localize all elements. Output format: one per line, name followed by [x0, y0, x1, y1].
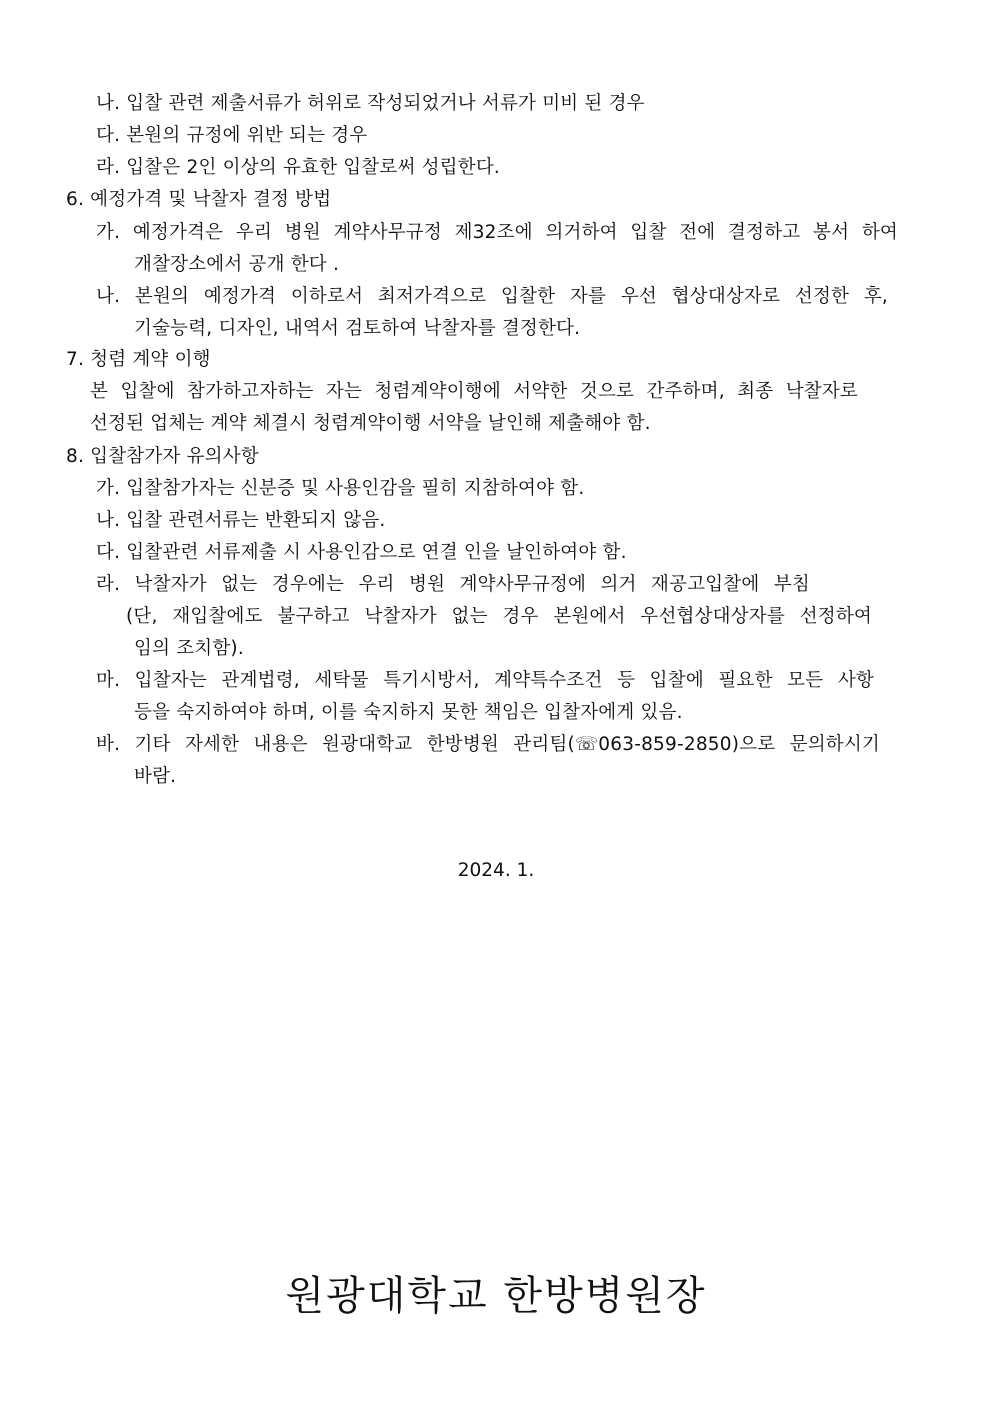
- issuer-signature: 원광대학교 한방병원장: [285, 1273, 707, 1319]
- item-6-ga-line2: 개찰장소에서 공개 한다 .: [134, 254, 340, 275]
- item-8-ra-line2: (단, 재입찰에도 불구하고 낙찰자가 없는 경우 본원에서 우선협상대상자를 선정하여: [126, 606, 872, 627]
- item-8-na: 나. 입찰 관련서류는 반환되지 않음.: [96, 510, 386, 531]
- item-8-ma-line2: 등을 숙지하여야 하며, 이를 숙지하지 못한 책임은 입찰자에게 있음.: [134, 702, 683, 723]
- item-6-ga-line1: 가. 예정가격은 우리 병원 계약사무규정 제32조에 의거하여 입찰 전에 결정하고 봉서 하여: [96, 222, 898, 243]
- section-7-heading: 7. 청렴 계약 이행: [66, 349, 211, 370]
- item-8-ma-line1: 마. 입찰자는 관계법령, 세탁물 특기시방서, 계약특수조건 등 입찰에 필요한 모든 사항: [96, 670, 874, 691]
- section-8-heading: 8. 입찰참가자 유의사항: [66, 446, 259, 467]
- item-6-na-line1: 나. 본원의 예정가격 이하로서 최저가격으로 입찰한 자를 우선 협상대상자로 선정한 후,: [96, 286, 888, 307]
- item-6-na-line2: 기술능력, 디자인, 내역서 검토하여 낙찰자를 결정한다.: [134, 318, 581, 339]
- item-8-ba-line1: 바. 기타 자세한 내용은 원광대학교 한방병원 관리팀(☏063-859-2850)으로 문의하시기: [96, 734, 880, 755]
- section-7-para-line1: 본 입찰에 참가하고자하는 자는 청렴계약이행에 서약한 것으로 간주하며, 최종 낙찰자로: [90, 381, 858, 402]
- section-7-para-line2: 선정된 업체는 계약 체결시 청렴계약이행 서약을 날인해 제출해야 함.: [90, 413, 651, 434]
- item-8-ba-line2: 바람.: [134, 766, 177, 787]
- document-date: 2024. 1.: [457, 860, 535, 881]
- section-6-heading: 6. 예정가격 및 낙찰자 결정 방법: [66, 189, 332, 210]
- item-8-ra-line3: 임의 조치함).: [134, 638, 244, 659]
- item-8-ra-line1: 라. 낙찰자가 없는 경우에는 우리 병원 계약사무규정에 의거 재공고입찰에 부침: [96, 574, 810, 595]
- item-na-invalid-docs: 나. 입찰 관련 제출서류가 허위로 작성되었거나 서류가 미비 된 경우: [96, 93, 645, 114]
- item-da-rule-violation: 다. 본원의 규정에 위반 되는 경우: [96, 125, 368, 146]
- item-ra-bid-validity: 라. 입찰은 2인 이상의 유효한 입찰로써 성립한다.: [96, 157, 500, 178]
- item-8-da: 다. 입찰관련 서류제출 시 사용인감으로 연결 인을 날인하여야 함.: [96, 542, 627, 563]
- item-8-ga: 가. 입찰참가자는 신분증 및 사용인감을 필히 지참하여야 함.: [96, 478, 585, 499]
